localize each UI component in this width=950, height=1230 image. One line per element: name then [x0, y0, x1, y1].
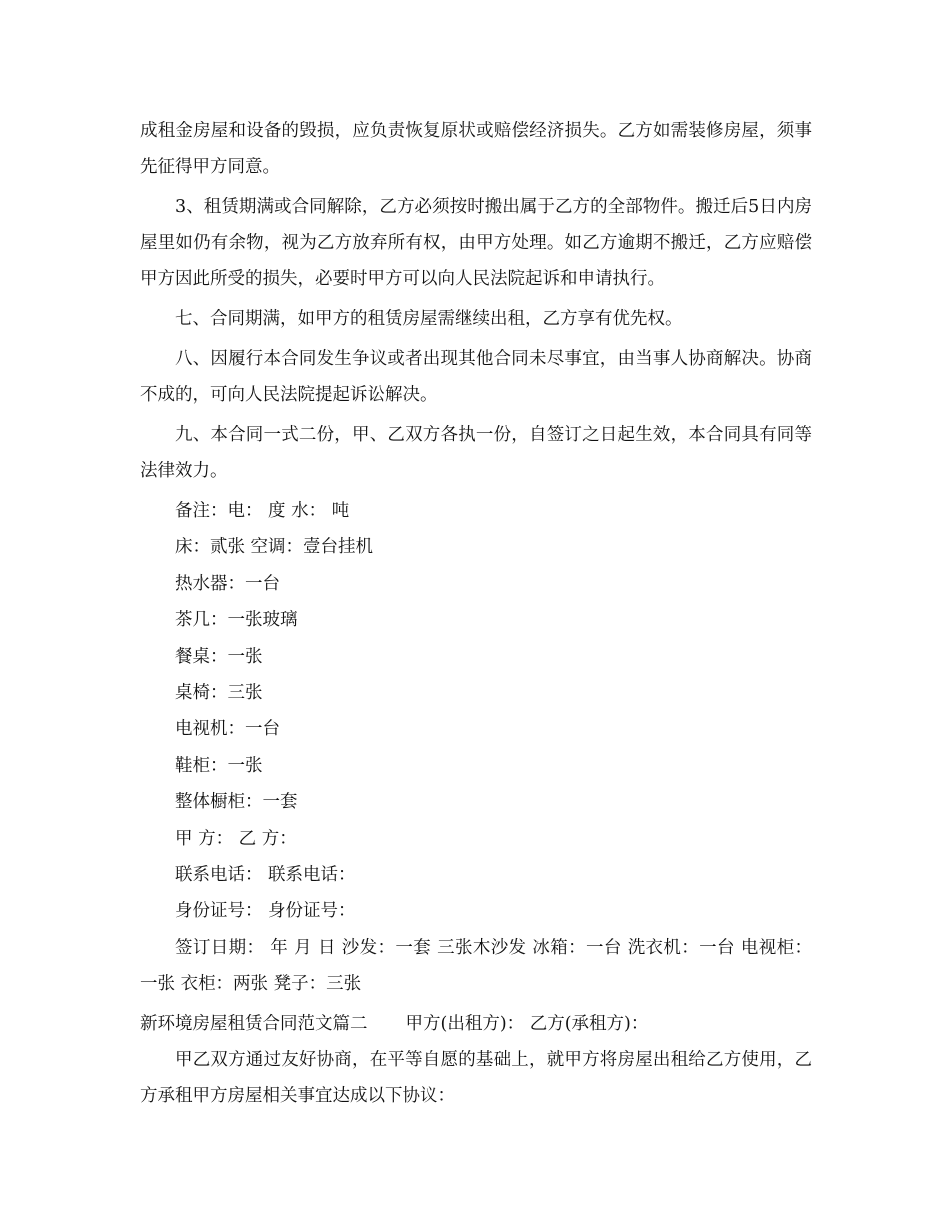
list-item-tv: 电视机：一台 [175, 719, 280, 740]
document-body [140, 113, 812, 1118]
list-item-chairs: 桌椅：三张 [175, 683, 263, 704]
inventory-list [140, 493, 812, 930]
list-item-dining-table: 餐桌：一张 [175, 646, 263, 667]
paragraph-damage-repair: 成租金房屋和设备的毁损，应负责恢复原状或赔偿经济损失。乙方如需装修房屋，须事先征得甲方同意。 [140, 121, 812, 177]
signature-parties: 甲 方： 乙 方： [175, 828, 297, 849]
paragraph-clause-8: 八、因履行本合同发生争议或者出现其他合同未尽事宜，由当事人协商解决。协商不成的，可向人民法院提起诉讼解决。 [140, 349, 812, 405]
list-item-kitchen-cabinet: 整体橱柜：一套 [175, 792, 298, 813]
paragraph-clause-3: 3、租赁期满或合同解除，乙方必须按时搬出属于乙方的全部物件。搬迁后5日内房屋里如仍有余物，视为乙方放弃所有权，由甲方处理。如乙方逾期不搬迁，乙方应赔偿甲方因此所受的损失，必要时甲方可以向人民法院起诉和申请执行。 [140, 197, 812, 289]
paragraph-agreement-intro: 甲乙双方通过友好协商，在平等自愿的基础上，就甲方将房屋出租给乙方使用，乙方承租甲方房屋相关事宜达成以下协议： [140, 1049, 812, 1106]
list-item-water-heater: 热水器：一台 [175, 573, 280, 594]
section-heading-line [140, 1006, 812, 1042]
section-title: 新环境房屋租赁合同范文篇二 [140, 1013, 368, 1034]
list-item-bed-aircon: 床：贰张 空调：壹台挂机 [175, 537, 374, 558]
signature-id-numbers: 身份证号： 身份证号： [175, 901, 356, 922]
paragraph-clause-9: 九、本合同一式二份，甲、乙双方各执一份，自签订之日起生效，本合同具有同等法律效力。 [140, 425, 812, 481]
list-item-remarks: 备注：电： 度 水： 吨 [175, 501, 350, 521]
list-item-tea-table: 茶几：一张玻璃 [175, 610, 298, 631]
parties-line: 甲方(出租方)： 乙方(承租方)： [405, 1013, 649, 1034]
paragraph-clause-7: 七、合同期满，如甲方的租赁房屋需继续出租，乙方享有优先权。 [175, 309, 683, 329]
paragraph-signing-date: 签订日期： 年 月 日 沙发：一套 三张木沙发 冰箱：一台 洗衣机：一台 电视柜：一张 衣柜：两张 凳子：三张 [140, 937, 812, 994]
signature-phones: 联系电话： 联系电话： [175, 865, 356, 886]
list-item-shoe-cabinet: 鞋柜：一张 [175, 755, 263, 776]
